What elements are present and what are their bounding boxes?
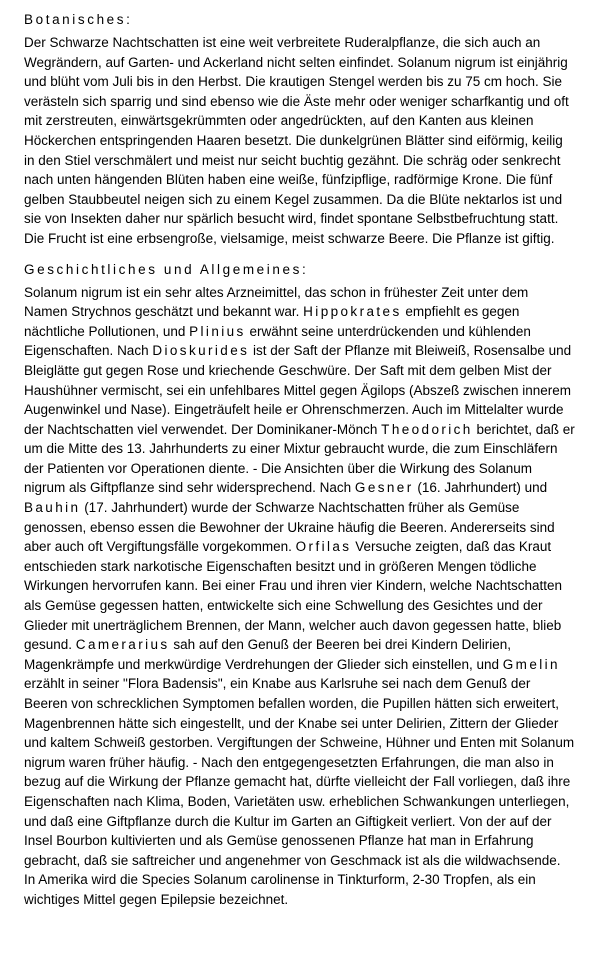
text-run: erwähnt seine unterdrückenden und kühlenden Eigenschaften. Nach xyxy=(24,323,531,359)
person-name-orfilas: Orfilas xyxy=(295,539,352,555)
section-heading-history: Geschichtliches und Allgemeines: xyxy=(24,261,309,277)
person-name-gmelin: Gmelin xyxy=(502,656,560,672)
text-run: berichtet, daß er um die Mitte des 13. Jahrhunderts zu einer Mixtur gebraucht wurde, die zum Einschläfern der Patienten vor Operationen diente. - Die Ansichten über die Wirkung des Solanum nigrum als Giftpflanze sind sehr widersprechend. Nach xyxy=(24,421,575,496)
section-body-botany xyxy=(24,33,575,249)
person-name-theodorich: Theodorich xyxy=(381,421,473,437)
text-run: ist der Saft der Pflanze mit Bleiweiß, Rosensalbe und Bleiglätte gut gegen Rose und kriechende Geschwüre. Der Saft mit dem gelben Mist der Haushühner vermischt, sei ein unfehlbares Mittel gegen Ägilops (Abszeß zwischen innerem Augenwinkel und Nase). Eingeträufelt heile er Ohrenschmerzen. Auch im Mittelalter wurde der Nachtschatten viel verwendet. Der Dominikaner-Mönch xyxy=(24,343,572,437)
person-name-hippokrates: Hippokrates xyxy=(303,304,402,320)
section-body-history xyxy=(24,283,575,910)
text-run: Solanum nigrum ist ein sehr altes Arzneimittel, das schon in frühester Zeit unter dem Namen Strychnos geschätzt und bekannt war. xyxy=(24,284,529,320)
text-run: Versuche zeigten, daß das Kraut entschieden stark narkotische Eigenschaften besitzt und in größeren Mengen tödliche Wirkungen hervorrufen kann. Bei einer Frau und ihren vier Kindern, welche Nachtschatten als Gemüse gegessen hatten, entwickelte sich eine Schwellung des Gesichtes und der Glieder mit unerträglichem Brennen, der Mann, welcher auch davon gegessen hatte, blieb gesund. xyxy=(24,539,563,653)
person-name-bauhin: Bauhin xyxy=(24,500,81,516)
text-run: (17. Jahrhundert) wurde der Schwarze Nachtschatten früher als Gemüse genossen, ebenso essen die Bewohner der Ukraine häufig die Beeren. Andererseits sind aber auch oft Vergiftungsfälle vorgekommen. xyxy=(24,500,555,555)
text-run: (16. Jahrhundert) und xyxy=(413,480,548,496)
text-run: sah auf den Genuß der Beeren bei drei Kindern Delirien, Magenkrämpfe und merkwürdige Verdrehungen der Glieder sich einstellen, und xyxy=(24,637,512,672)
text-run: Der Schwarze Nachtschatten ist eine weit verbreitete Ruderalpflanze, die sich auch an Wegrändern, auf Garten- und Ackerland nicht selten einfindet. Solanum nigrum ist einjährig und blüht vom Juli bis in den Herbst. Die krautigen Stengel werden bis zu 75 cm hoch. Sie verästeln sich sparrig und sind ebenso wie die Äste mehr oder weniger scharfkantig und oft mit zerstreuten, einwärtsgekrümmten oder angedrückten, auf den Kanten aus kleinen Höckerchen entspringenden Haaren besetzt. Die dunkelgrünen Blätter sind eiförmig, keilig in den Stiel verschmälert und meist nur seicht buchtig gezähnt. Die schräg oder senkrecht nach unten hängenden Blüten haben eine weiße, fünfzipflige, radförmige Krone. Die fünf gelben Staubbeutel neigen sich zu einem Kegel zusammen. Da die Blüte nektarlos ist und sie von Insekten daher nur spärlich besucht wird, findet spontane Selbstbefruchtung statt. Die Frucht ist eine erbsengroße, vielsamige, meist schwarze Beere. Die Pflanze ist giftig. xyxy=(24,35,569,246)
person-name-camerarius: Camerarius xyxy=(75,637,170,653)
person-name-plinius: Plinius xyxy=(189,323,246,339)
text-run: erzählt in seiner "Flora Badensis", ein Knabe aus Karlsruhe sei nach dem Genuß der Beeren von schrecklichen Symptomen befallen worden, die Pupillen hätten sich erweitert, Magenbrennen hätte sich eingestellt, und der Knabe sei unter Delirien, Zittern der Glieder und kaltem Schweiß gestorben. Vergiftungen der Schweine, Hühner und Enten mit Solanum nigrum waren früher häufig. - Nach den entgegengesetzten Erfahrungen, die man also in bezug auf die Wirkung der Pflanze gemacht hat, dürfte vielleicht der Fall vorliegen, daß ihre Eigenschaften nach Klima, Boden, Varietäten usw. erheblichen Schwankungen unterliegen, und daß eine Giftpflanze durch die Kultur im Garten an Giftigkeit verliert. Von der auf der Insel Bourbon kultivierten und als Gemüse genossenen Pflanze hat man in Erfahrung gebracht, daß sie saftreicher und angenehmer von Geschmack ist als die wildwachsende. In Amerika wird die Species Solanum carolinense in Tinkturform, 2-30 Tropfen, als ein wichtiges Mittel gegen Epilepsie bezeichnet. xyxy=(24,676,575,907)
person-name-dioskurides: Dioskurides xyxy=(152,343,250,359)
text-run: empfiehlt es gegen nächtliche Pollutionen, und xyxy=(24,304,520,339)
person-name-gesner: Gesner xyxy=(354,480,414,496)
section-heading-botany: Botanisches: xyxy=(24,12,133,27)
